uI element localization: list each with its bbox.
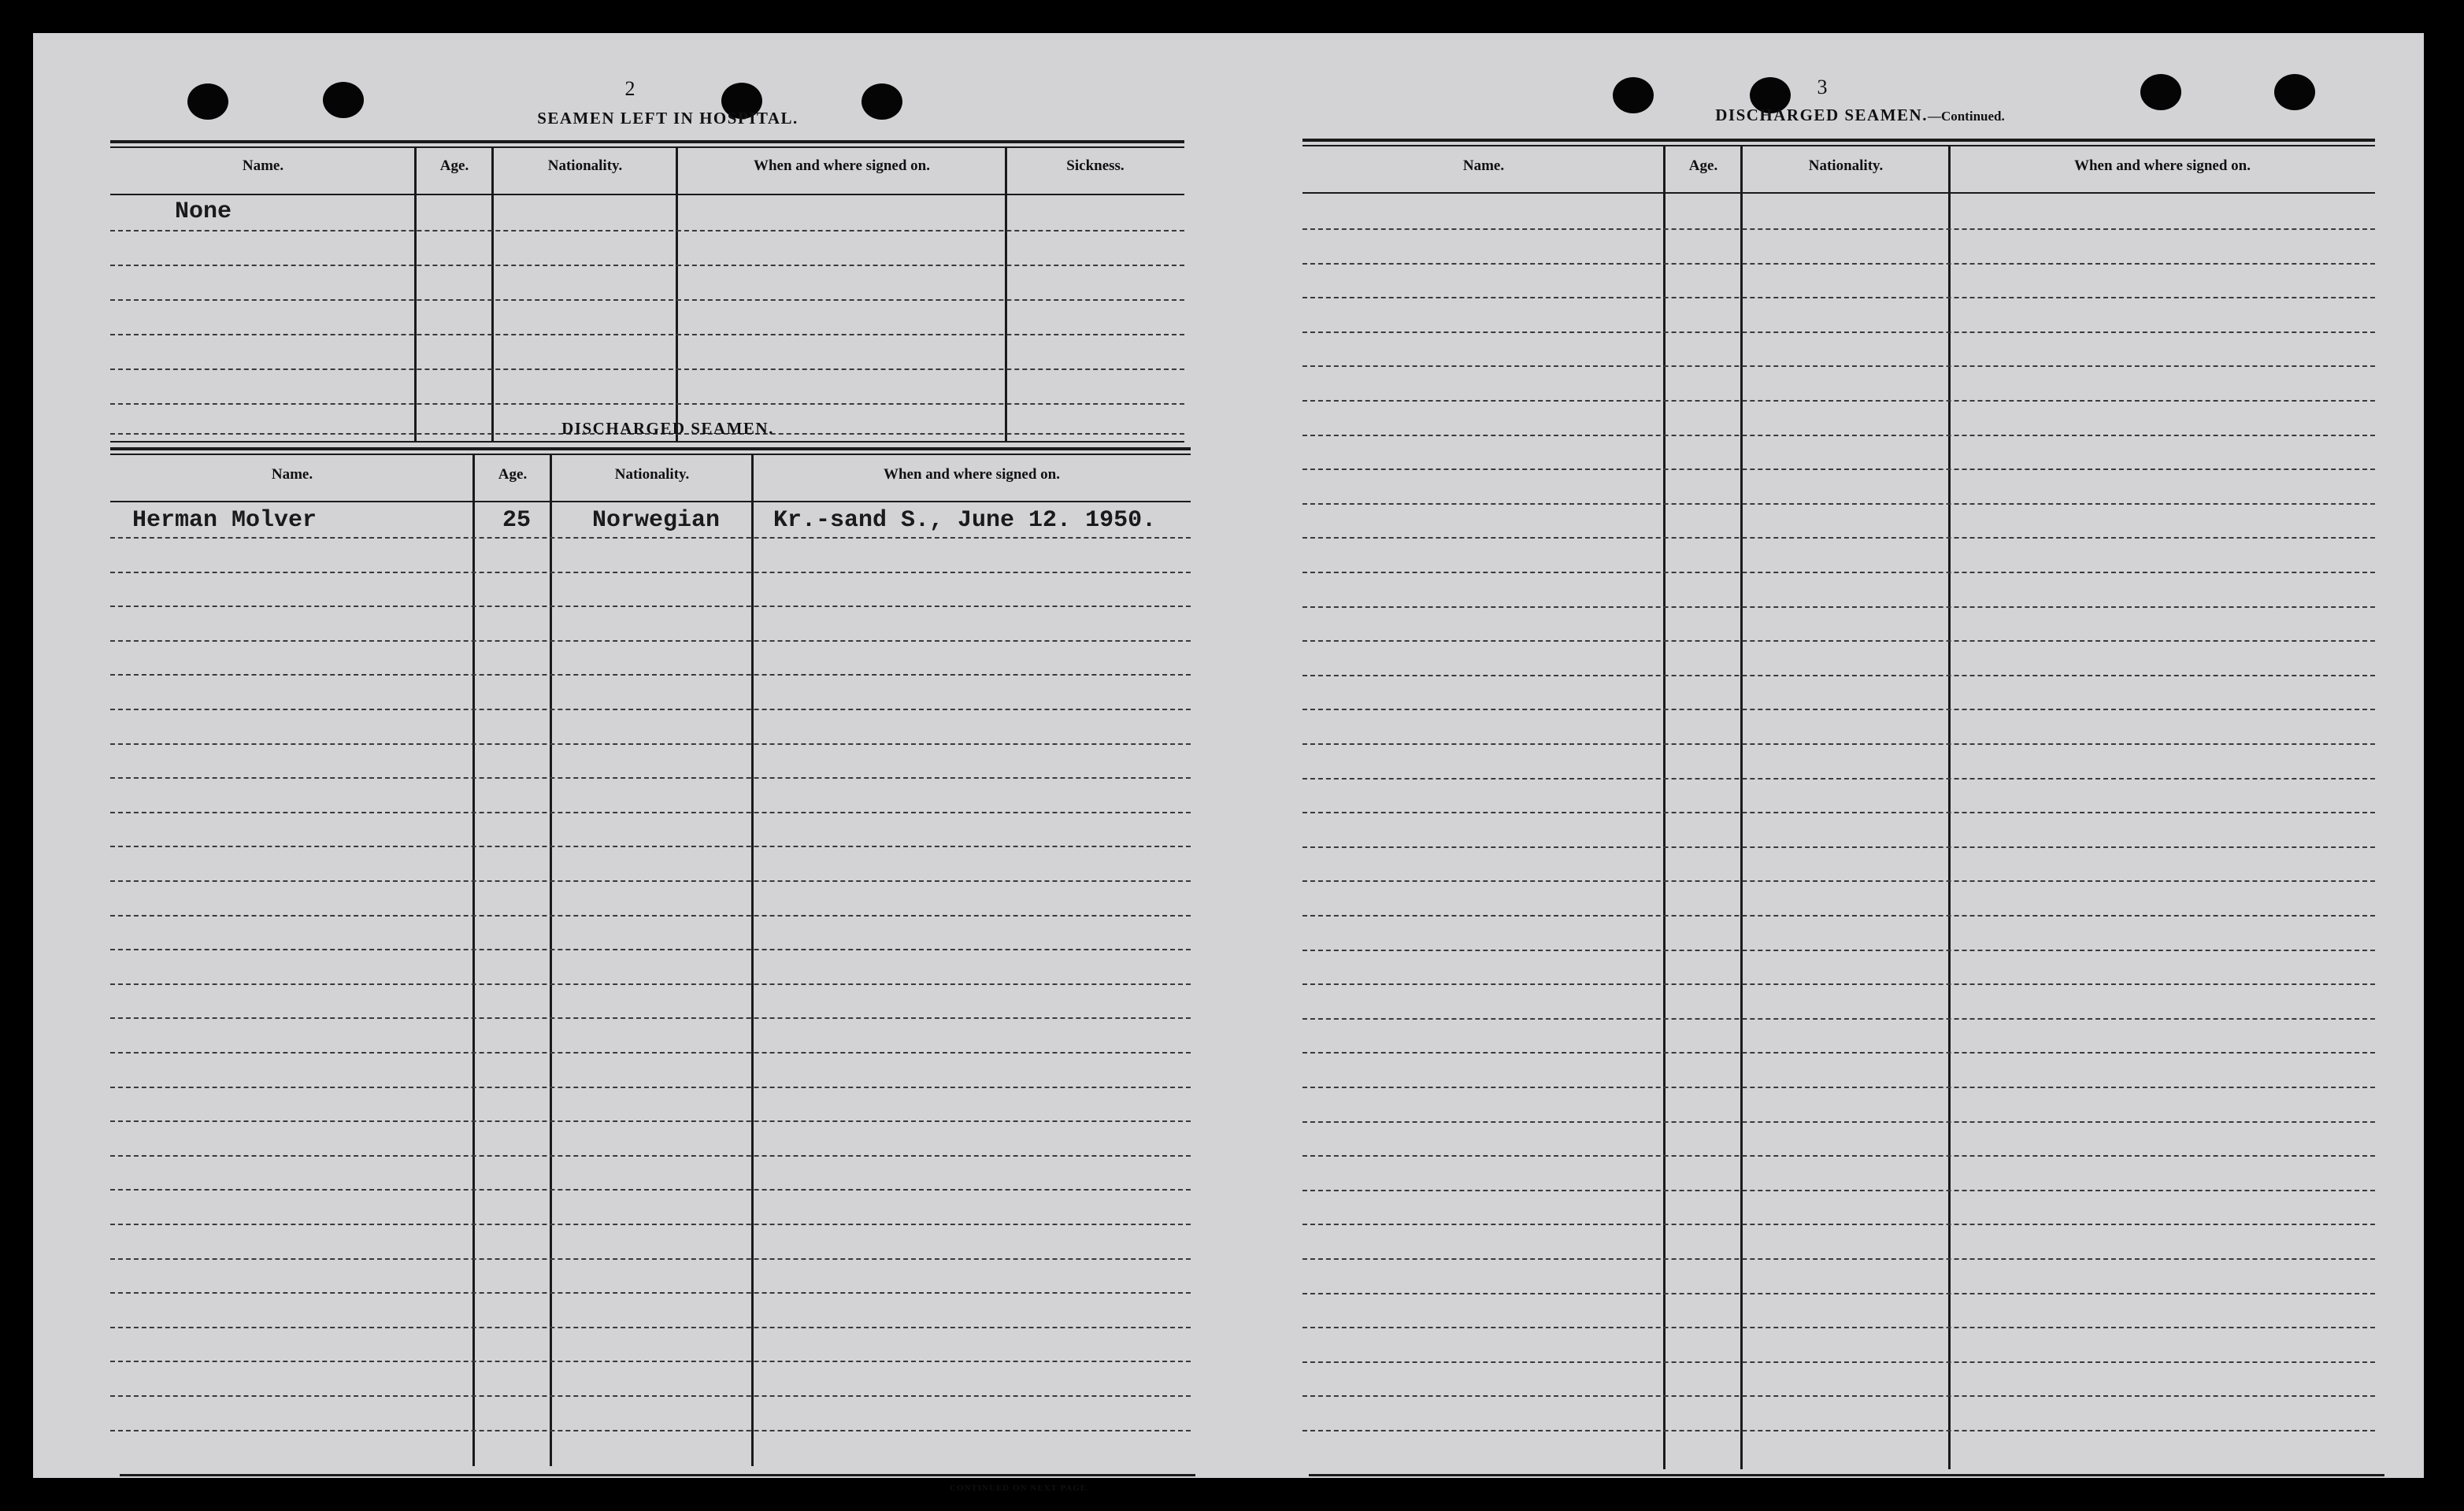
rule-line	[110, 743, 1191, 745]
rule-line	[110, 709, 1191, 710]
right-col-name: Name.	[1462, 157, 1505, 174]
rule-line	[1302, 1190, 2375, 1191]
rule-line	[1302, 435, 2375, 436]
rule-line	[1302, 331, 2375, 333]
rule-line	[1302, 915, 2375, 917]
rule-line	[110, 1224, 1191, 1225]
rule-line	[1302, 503, 2375, 505]
rule-line	[110, 1395, 1191, 1397]
rule-line	[110, 537, 1191, 539]
discharged-col-name: Name.	[271, 466, 313, 483]
rule-line	[1302, 1018, 2375, 1020]
rule-line	[1302, 228, 2375, 230]
rule-line	[1302, 1293, 2375, 1294]
rule-line	[110, 1258, 1191, 1260]
rule-line	[1302, 743, 2375, 745]
rule-line	[1302, 1361, 2375, 1363]
punch-hole	[2274, 74, 2315, 110]
rule-line	[1302, 468, 2375, 470]
hospital-col-when-where: When and where signed on.	[753, 157, 930, 174]
discharged-row-name: Herman Molver	[132, 507, 317, 534]
rule-line	[110, 674, 1191, 676]
discharged-col-age: Age.	[498, 466, 528, 483]
rule-line	[110, 1052, 1191, 1054]
rule-line	[110, 1017, 1191, 1019]
rule-line	[1302, 1258, 2375, 1260]
rule-line	[110, 846, 1191, 847]
rule-line	[110, 1155, 1191, 1157]
rule-line	[110, 1430, 1191, 1431]
rule-line	[1302, 1155, 2375, 1157]
rule-line	[110, 1361, 1191, 1362]
rule-line	[1302, 537, 2375, 539]
rule-line	[1302, 1430, 2375, 1431]
rule-line	[1302, 709, 2375, 710]
rule-line	[110, 880, 1191, 882]
rule-line	[110, 812, 1191, 813]
rule-line	[110, 1189, 1191, 1191]
rule-line	[1302, 263, 2375, 265]
discharged-section-title: DISCHARGED SEAMEN.	[561, 419, 774, 438]
hospital-col-age: Age.	[439, 157, 469, 174]
rule-line	[1302, 640, 2375, 642]
right-col-when-where: When and where signed on.	[2073, 157, 2251, 174]
hospital-col-sickness: Sickness.	[1066, 157, 1125, 174]
discharged-row-nationality: Norwegian	[592, 507, 721, 534]
rule-line	[110, 949, 1191, 950]
rule-line	[1302, 778, 2375, 780]
right-col-nationality: Nationality.	[1808, 157, 1884, 174]
punch-hole	[323, 82, 364, 118]
rule-line	[1302, 1052, 2375, 1054]
hospital-entry-none: None	[175, 198, 232, 225]
rule-line	[110, 572, 1191, 573]
rule-line	[1302, 950, 2375, 951]
rule-line	[1302, 572, 2375, 573]
hospital-col-name: Name.	[242, 157, 284, 174]
hospital-section-title: SEAMEN LEFT IN HOSPITAL.	[537, 109, 798, 128]
right-title-suffix: —Continued.	[1927, 109, 2005, 124]
rule-line	[110, 1120, 1191, 1122]
rule-line	[110, 1327, 1191, 1328]
discharged-row-signed-on: Kr.-sand S., June 12. 1950.	[773, 507, 1157, 534]
rule-line	[110, 606, 1191, 607]
rule-line	[110, 915, 1191, 917]
rule-line	[1302, 1327, 2375, 1328]
discharged-col-when-where: When and where signed on.	[883, 466, 1060, 483]
right-discharged-title	[1655, 106, 2065, 125]
rule-line	[1302, 1395, 2375, 1397]
rule-line	[1302, 812, 2375, 813]
rule-line	[1302, 675, 2375, 676]
rule-line	[1302, 1087, 2375, 1088]
discharged-row-age: 25	[502, 507, 532, 534]
right-title-text: DISCHARGED SEAMEN.	[1715, 106, 1928, 124]
rule-line	[1302, 846, 2375, 848]
rule-line	[1302, 880, 2375, 882]
rule-line	[110, 1087, 1191, 1088]
discharged-col-nationality: Nationality.	[614, 466, 690, 483]
punch-hole	[2140, 74, 2181, 110]
page-number-left: 2	[624, 77, 635, 100]
rule-line	[1302, 400, 2375, 402]
right-col-age: Age.	[1688, 157, 1718, 174]
rule-line	[1302, 1121, 2375, 1123]
rule-line	[1302, 365, 2375, 367]
document-paper	[33, 33, 2424, 1493]
rule-line	[110, 1292, 1191, 1294]
hospital-col-nationality: Nationality.	[547, 157, 623, 174]
rule-line	[110, 983, 1191, 985]
punch-hole	[187, 83, 228, 120]
rule-line	[1302, 1224, 2375, 1225]
punch-hole	[1613, 77, 1654, 113]
rule-line	[110, 777, 1191, 779]
rule-line	[1302, 297, 2375, 298]
rule-line	[110, 640, 1191, 642]
continued-note: CONTINUED ON NEXT PAGE.	[950, 1483, 1090, 1493]
page-number-right: 3	[1817, 76, 1828, 98]
rule-line	[1302, 606, 2375, 608]
rule-line	[1302, 983, 2375, 985]
